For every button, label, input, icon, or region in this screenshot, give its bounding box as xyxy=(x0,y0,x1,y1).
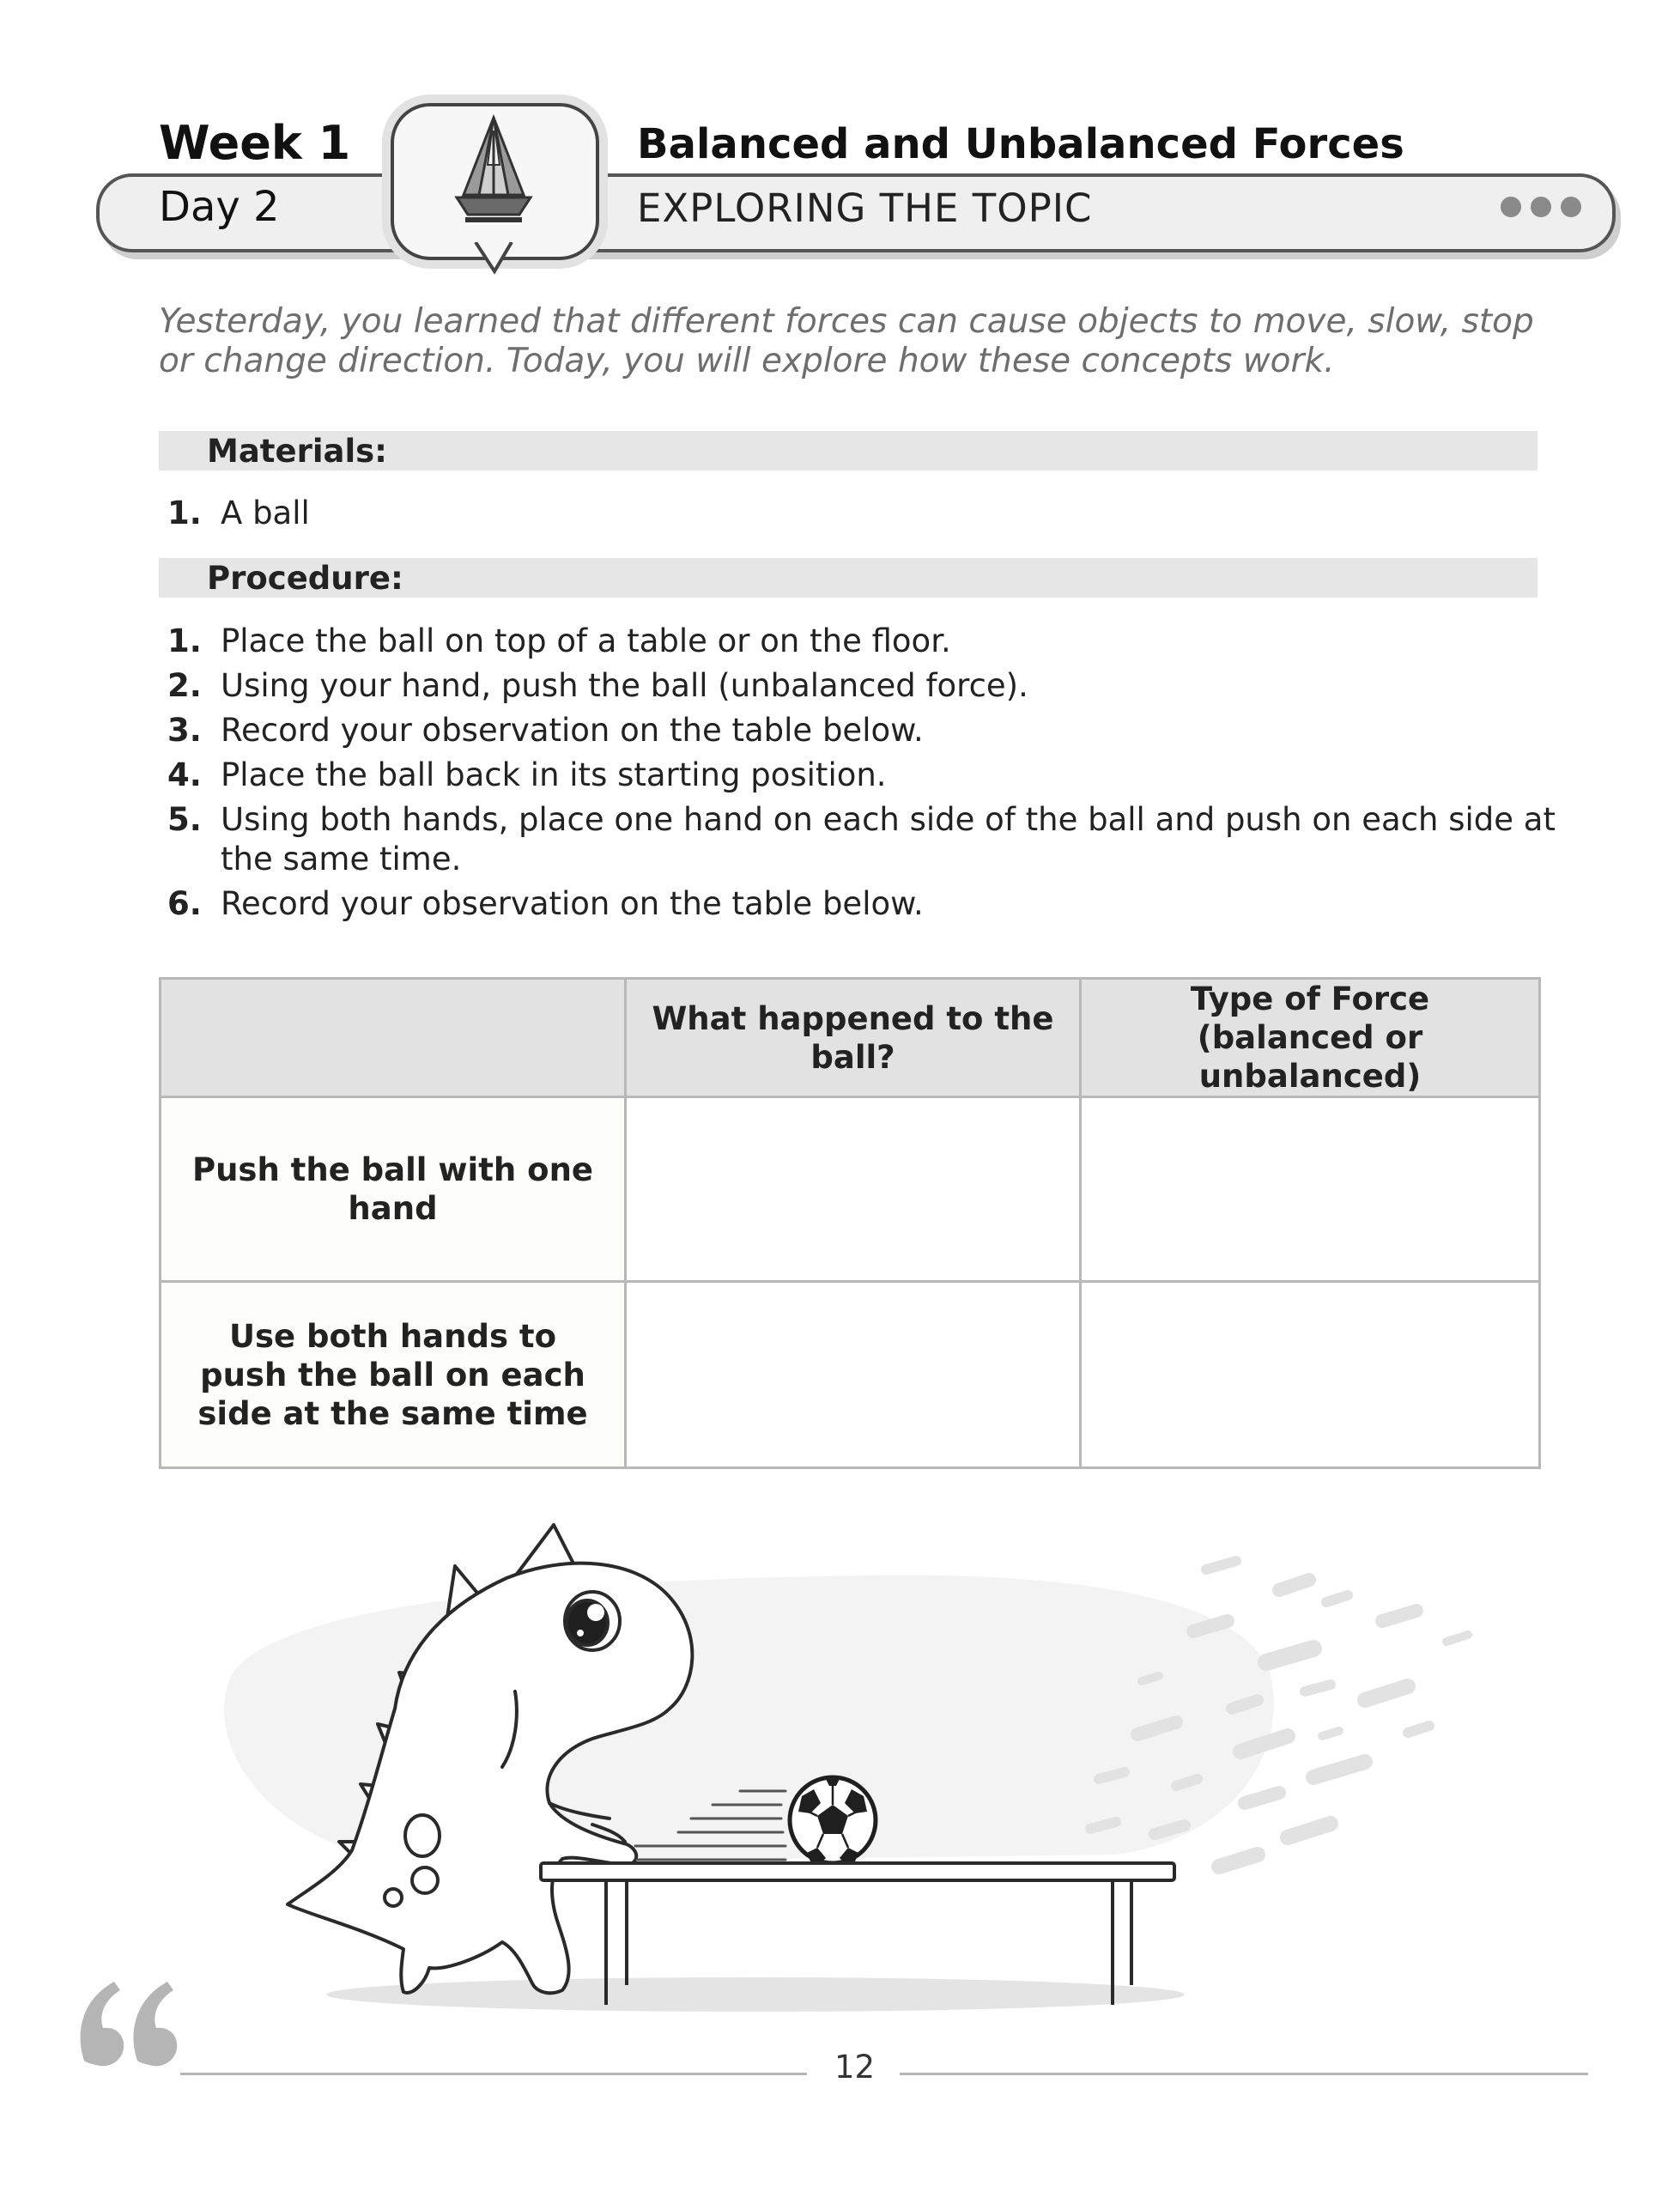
materials-heading: Materials: xyxy=(207,433,387,470)
row-label: Use both hands to push the ball on each side at the same time xyxy=(161,1282,626,1468)
row-label: Push the ball with one hand xyxy=(161,1097,626,1282)
list-item xyxy=(167,884,1558,924)
materials-list xyxy=(167,494,310,538)
table-header-cell: Type of Force (balanced or unbalanced) xyxy=(1081,979,1540,1097)
table-row xyxy=(161,1097,1540,1282)
page-subtitle: EXPLORING THE TOPIC xyxy=(637,185,1093,231)
list-text: Record your observation on the table below. xyxy=(221,712,924,749)
list-number: 6. xyxy=(167,885,202,922)
footer-divider xyxy=(180,2073,807,2075)
week-label: Week 1 xyxy=(159,116,351,170)
list-item xyxy=(167,756,1558,795)
list-number: 1. xyxy=(167,622,202,659)
procedure-heading: Procedure: xyxy=(207,560,403,597)
footer-divider xyxy=(900,2073,1588,2075)
list-number: 4. xyxy=(167,756,202,793)
list-number: 5. xyxy=(167,801,202,838)
answer-cell[interactable] xyxy=(1081,1097,1540,1282)
table-header-row xyxy=(161,979,1540,1097)
table-row xyxy=(161,1282,1540,1468)
page-title: Balanced and Unbalanced Forces xyxy=(637,120,1404,168)
list-item xyxy=(167,800,1558,879)
page-number: 12 xyxy=(834,2049,876,2086)
day-label: Day 2 xyxy=(159,183,280,231)
list-item xyxy=(167,711,1558,750)
answer-cell[interactable] xyxy=(626,1097,1081,1282)
sailboat-icon xyxy=(446,113,541,225)
list-number: 3. xyxy=(167,712,202,749)
intro-text: Yesterday, you learned that different forces can cause objects to move, slow, stop or change direction. Today, you will explore how these concepts work. xyxy=(159,302,1534,380)
procedure-list xyxy=(167,622,1558,929)
list-item xyxy=(167,622,1558,661)
materials-band xyxy=(159,431,1537,471)
table-header-cell: What happened to the ball? xyxy=(626,979,1081,1097)
list-text: Place the ball back in its starting position. xyxy=(221,756,887,793)
procedure-band xyxy=(159,558,1537,598)
dinosaur-illustration xyxy=(0,1494,1680,2026)
list-item xyxy=(167,666,1558,706)
more-dots-icon xyxy=(1501,197,1581,217)
list-number: 1. xyxy=(167,495,202,531)
answer-cell[interactable] xyxy=(1081,1282,1540,1468)
observation-table xyxy=(159,977,1541,1469)
soccer-ball-icon xyxy=(790,1777,876,1863)
quote-mark-icon xyxy=(76,1975,187,2069)
list-text: A ball xyxy=(221,495,310,531)
answer-cell[interactable] xyxy=(626,1282,1081,1468)
speech-tail-icon xyxy=(474,242,517,276)
list-text: Place the ball on top of a table or on the floor. xyxy=(221,622,951,659)
list-text: Using your hand, push the ball (unbalanced force). xyxy=(221,667,1028,704)
list-text: Using both hands, place one hand on each side of the ball and push on each side at the same time. xyxy=(221,801,1556,877)
table-header-cell xyxy=(161,979,626,1097)
list-text: Record your observation on the table below. xyxy=(221,885,924,922)
list-item xyxy=(167,494,310,533)
list-number: 2. xyxy=(167,667,202,704)
